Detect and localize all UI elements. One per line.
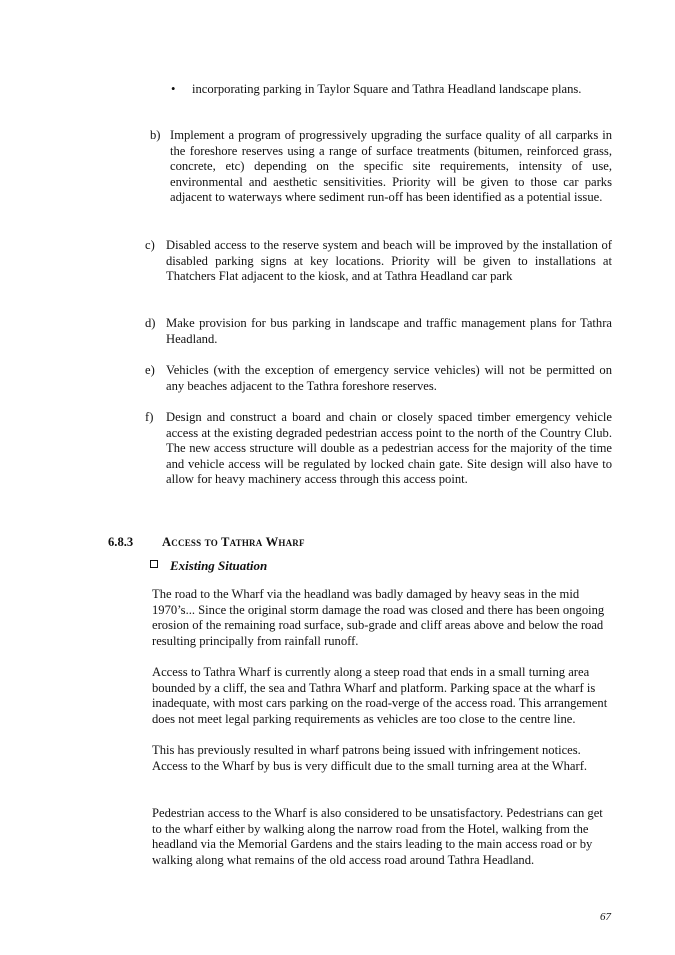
list-item-label: b): [150, 128, 161, 142]
section-title: Access to Tathra Wharf: [162, 535, 305, 549]
list-item-text: Disabled access to the reserve system and beach will be improved by the installation of disabled parking signs at key locations. Priority will be given to installations at Thatchers Flat adjacent to the kiosk, and at Tathra Headland car park: [166, 238, 612, 284]
bullet-dot-icon: •: [171, 82, 176, 96]
section-heading: [108, 535, 305, 551]
list-item-text: Implement a program of progressively upgrading the surface quality of all carparks in the foreshore reserves using a range of surface treatments (bitumen, reinforced grass, concrete, etc) depending on the specific site requirements, intensity of use, environmental and aesthetic sensitivities. Priority will be given to those car parks adjacent to waterways where sediment run-off has been identified as a potential issue.: [170, 128, 612, 205]
bullet-item: [171, 82, 611, 98]
list-item-label: c): [145, 238, 155, 252]
page-number: 67: [600, 911, 611, 923]
paragraph-wharf-access: Access to Tathra Wharf is currently along a steep road that ends in a small turning area bounded by a cliff, the sea and Tathra Wharf and platform. Parking space at the wharf is inadequate, with most cars parking on the road-verge of the access road. This arrangement does not meet legal parking requirements as vehicles are too close to the centre line.: [152, 665, 608, 726]
list-item-text: Vehicles (with the exception of emergency service vehicles) will not be permitted on any beaches adjacent to the Tathra foreshore reserves.: [166, 363, 612, 393]
list-item-b: [150, 128, 612, 206]
list-item-text: Make provision for bus parking in landscape and traffic management plans for Tathra Headland.: [166, 316, 612, 346]
paragraph-road-damage: The road to the Wharf via the headland was badly damaged by heavy seas in the mid 1970’s... Since the original storm damage the road was closed and there has been ongoing erosion of the remaining road surface, sub-grade and cliff areas above and below the road resulting principally from rainfall runoff.: [152, 587, 605, 648]
list-item-text: Design and construct a board and chain or closely spaced timber emergency vehicle access at the existing degraded pedestrian access point to the north of the Country Club. The new access structure will double as a pedestrian access for the majority of the time and vehicle access will be regulated by locked chain gate. Site design will also have to allow for heavy machinery access through this access point.: [166, 410, 612, 487]
list-item-d: [145, 316, 612, 347]
paragraph-pedestrian-access: Pedestrian access to the Wharf is also considered to be unsatisfactory. Pedestrians can get to the wharf either by walking along the narrow road from the Hotel, walking from the headland via the Memorial Gardens and the stairs leading to the main access road or by walking along what remains of the old access road around Tathra Headland.: [152, 806, 603, 867]
subsection-heading: [150, 558, 267, 574]
list-item-c: [145, 238, 612, 285]
list-item-f: [145, 410, 612, 488]
bullet-text: incorporating parking in Taylor Square and Tathra Headland landscape plans.: [192, 82, 582, 96]
checkbox-bullet-icon: [150, 560, 158, 568]
list-item-e: [145, 363, 612, 394]
list-item-label: f): [145, 410, 154, 424]
list-item-label: d): [145, 316, 156, 330]
subsection-title: Existing Situation: [170, 558, 268, 573]
list-item-label: e): [145, 363, 155, 377]
section-number: 6.8.3: [108, 535, 134, 549]
paragraph-infringement: This has previously resulted in wharf patrons being issued with infringement notices. Access to the Wharf by bus is very difficult due to the small turning area at the Wharf.: [152, 743, 588, 773]
